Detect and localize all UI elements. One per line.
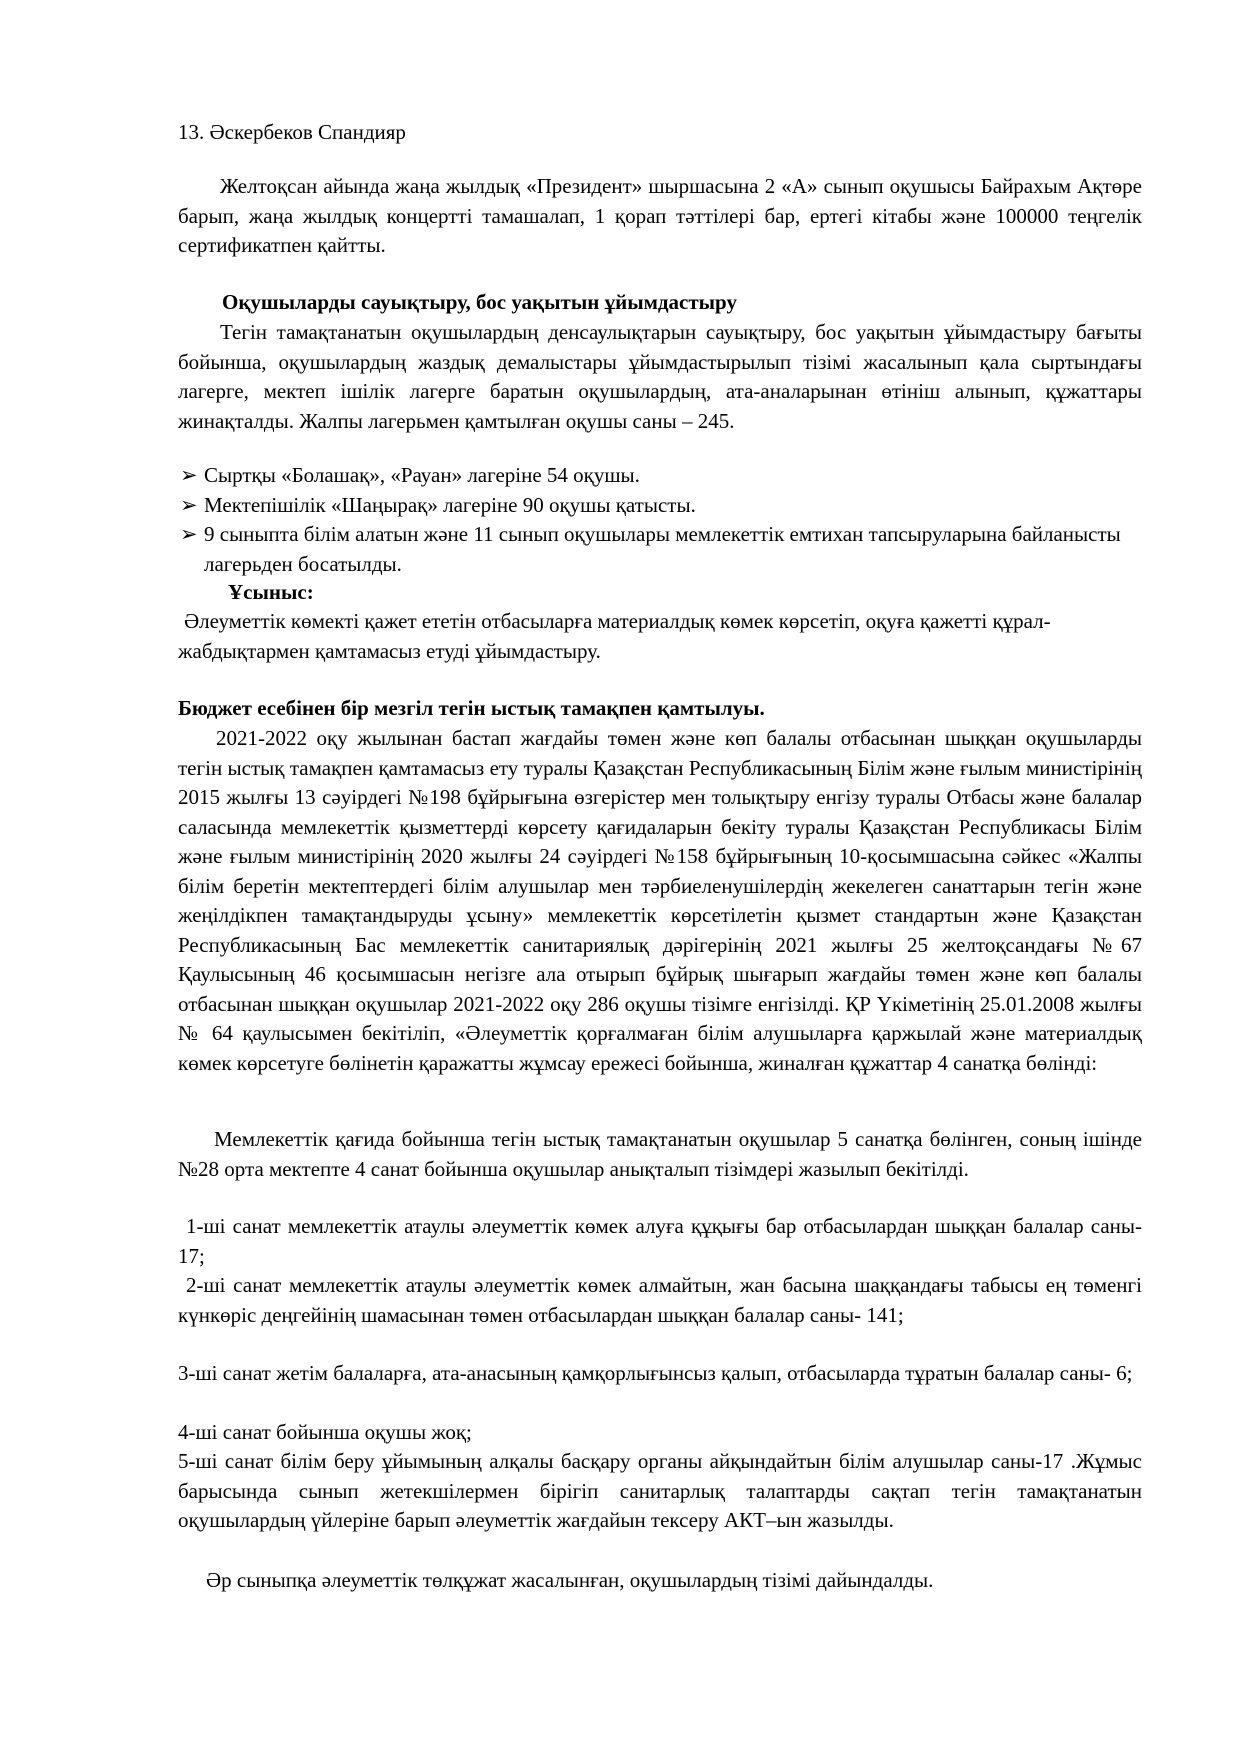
- arrow-bullet-icon: ➢: [180, 492, 198, 517]
- category-2: 2-ші санат мемлекеттік атаулы әлеуметтік көмек алмайтын, жан басына шаққандағы табысы ең төменгі күнкөріс деңгейінің шамасынан төмен отбасылардан шыққан балалар саны- 141;: [178, 1273, 1142, 1327]
- list-item: [180, 491, 1142, 521]
- proposal-heading: Ұсыныс:: [228, 580, 314, 604]
- list-item: [180, 461, 1142, 491]
- health-paragraph: Тегін тамақтанатын оқушылардың денсаулықтарын сауықтыру, бос уақытын ұйымдастыру бағыты бойынша, оқушылардың жаздық демалыстары ұйымдастырылып тізімі жасалынып қала сыртындағы лагерге, мектеп ішілік лагерге баратын оқушылардың, ата-аналарынан өтініш алынып, құжаттары жинақталды. Жалпы лагерьмен қамтылған оқушы саны – 245.: [178, 320, 1142, 433]
- proposal-text: Әлеуметтік көмекті қажет ететін отбасыларға материалдық көмек көрсетіп, оқуға қажетті құрал-жабдықтармен қамтамасыз етуді ұйымдастыру.: [178, 609, 1051, 663]
- section-heading-meals: Бюджет есебінен бір мезгіл тегін ыстық тамақпен қамтылуы.: [178, 696, 765, 720]
- closing-paragraph: Әр сыныпқа әлеуметтік төлқұжат жасалынған, оқушылардың тізімі дайындалды.: [206, 1568, 934, 1592]
- category-1: 1-ші санат мемлекеттік атаулы әлеуметтік көмек алуға құқығы бар отбасылардан шыққан балалар саны- 17;: [178, 1214, 1142, 1268]
- categories-intro-paragraph: Мемлекеттік қағида бойынша тегін ыстық тамақтанатын оқушылар 5 санатқа бөлінген, соның ішінде №28 орта мектепте 4 санат бойынша оқушылар анықталып тізімдері жазылып бекітілді.: [178, 1127, 1142, 1181]
- camp-list: [180, 461, 1142, 579]
- student-name-line: 13. Әскербеков Спандияр: [178, 120, 406, 144]
- section-heading-health: Оқушыларды сауықтыру, бос уақытын ұйымдастыру: [222, 290, 737, 314]
- meals-paragraph: 2021-2022 оқу жылынан бастап жағдайы төмен және көп балалы отбасынан шыққан оқушыларды тегін ыстық тамақпен қамтамасыз ету туралы Қазақстан Республикасының Білім және ғылым министірінің 2015 жылғы 13 сәуірдегі №198 бұйрығына өзгерістер мен толықтыру енгізу туралы Отбасы және балалар саласында мемлекеттік қызметтерді көрсету қағидаларын бекіту туралы Қазақстан Республикасы Білім және ғылым министірінің 2020 жылғы 24 сәуірдегі №158 бұйрығының 10-қосымшасына сәйкес «Жалпы білім беретін мектептердегі білім алушылар мен тәрбиеленушілердің жекелеген санаттарын тегін және жеңілдікпен тамақтандыруды ұсыну» мемлекеттік көрсетілетін қызмет стандартын және Қазақстан Республикасының Бас мемлекеттік санитариялық дәрігерінің 2021 жылғы 25 желтоқсандағы №67 Қаулысының 46 қосымшасын негізге ала отырып бұйрық шығарып жағдайы төмен және көп балалы отбасынан шыққан оқушылар 2021-2022 оқу 286 оқушы тізімге енгізілді. ҚР Үкіметінің 25.01.2008 жылғы № 64 қаулысымен бекітіліп, «Әлеуметтік қорғалмаған білім алушыларға қаржылай және материалдық көмек көрсетуге бөлінетін қаражатты жұмсау ережесі бойынша, жиналған құжаттар 4 санатқа бөлінді:: [178, 726, 1142, 1075]
- list-item: [180, 520, 1142, 579]
- category-3: 3-ші санат жетім балаларға, ата-анасының қамқорлығынсыз қалып, отбасыларда тұратын балалар саны- 6;: [178, 1361, 1133, 1385]
- category-4: 4-ші санат бойынша оқушы жоқ;: [178, 1420, 472, 1444]
- arrow-bullet-icon: ➢: [180, 522, 198, 546]
- list-item-text: Сыртқы «Болашақ», «Рауан» лагеріне 54 оқушы.: [204, 463, 640, 487]
- december-event-paragraph: Желтоқсан айында жаңа жылдық «Президент» шыршасына 2 «А» сынып оқушысы Байрахым Ақтөре барып, жаңа жылдық концертті тамашалап, 1 қорап тәттілері бар, ертегі кітабы және 100000 теңгелік сертификатпен қайтты.: [178, 174, 1142, 257]
- arrow-bullet-icon: ➢: [180, 463, 198, 487]
- list-item-text: 9 сыныпта білім алатын және 11 сынып оқушылары мемлекеттік емтихан тапсыруларына байланысты лагерьден босатылды.: [204, 522, 1121, 576]
- list-item-text: Мектепішілік «Шаңырақ» лагеріне 90 оқушы қатысты.: [204, 492, 696, 517]
- category-5: 5-ші санат білім беру ұйымының алқалы басқару органы айқындайтын білім алушылар саны-17 .Жұмыс барысында сынып жетекшілермен бірігіп санитарлық талаптарды сақтап тегін тамақтанатын оқушылардың үйлеріне барып әлеуметтік жағдайын тексеру АКТ–ын жазылды.: [178, 1449, 1142, 1532]
